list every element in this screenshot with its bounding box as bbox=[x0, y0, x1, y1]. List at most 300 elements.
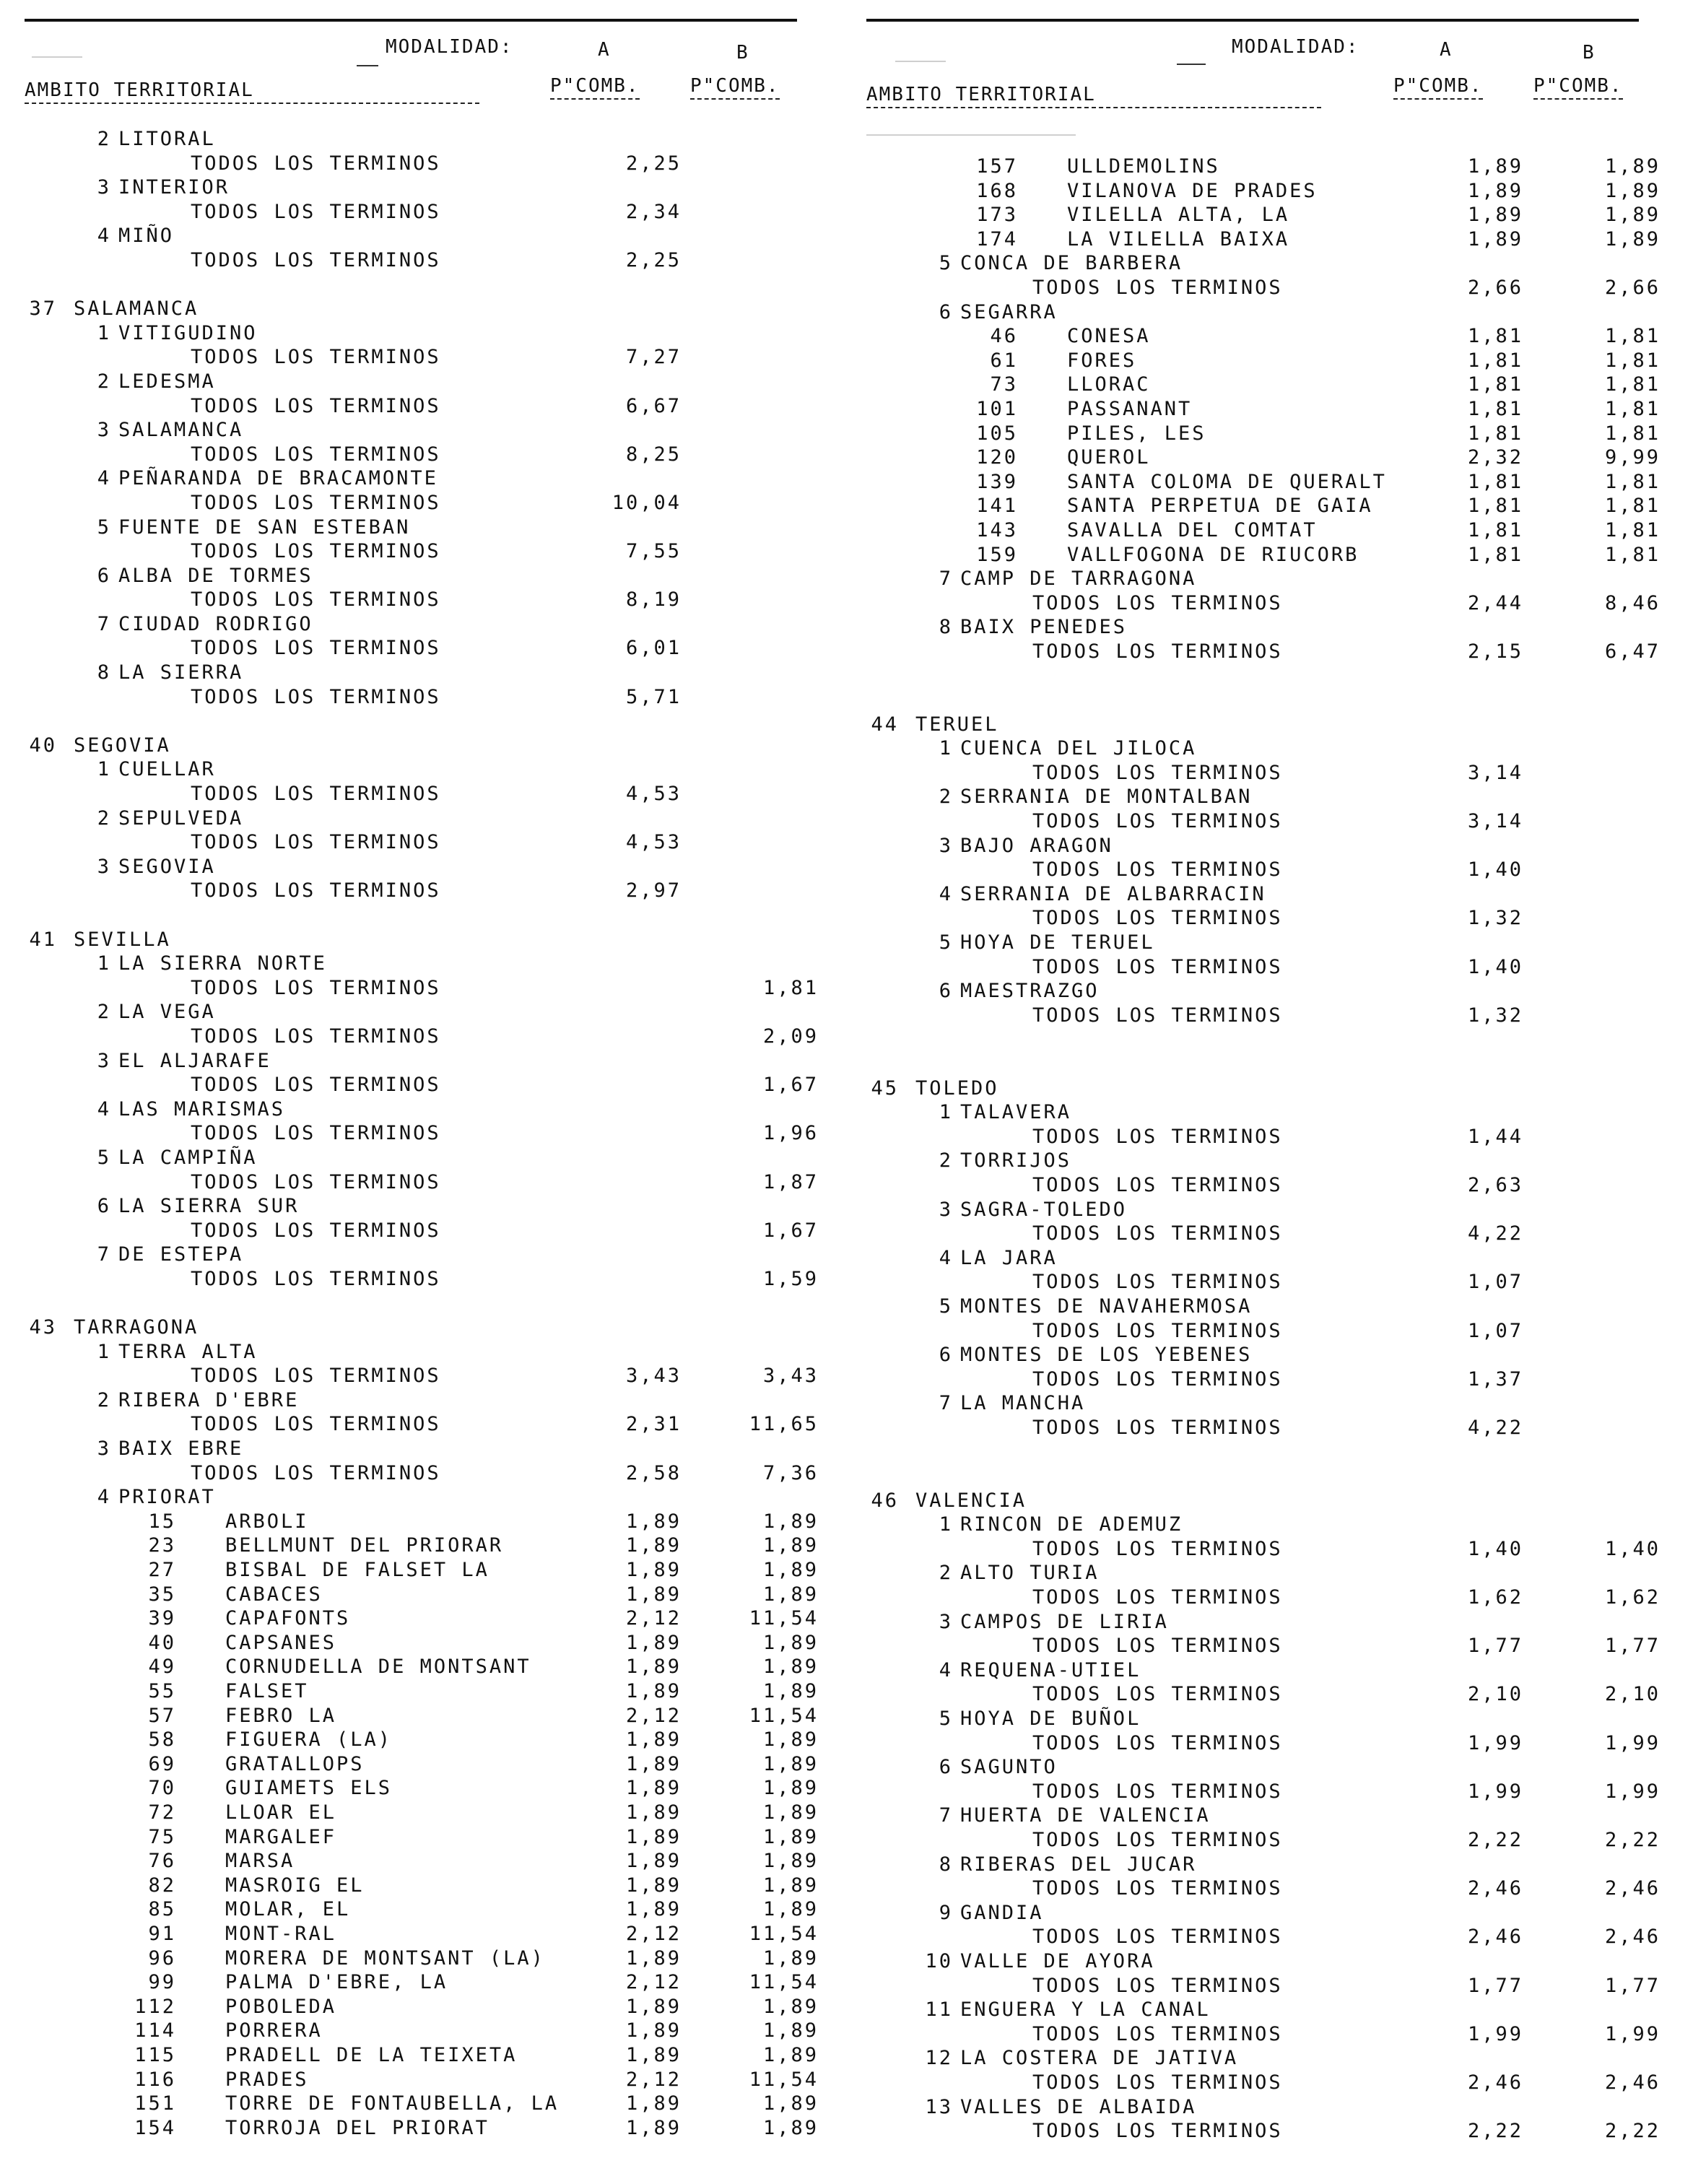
terminos-row bbox=[866, 1780, 1668, 1804]
value-b: 8,46 bbox=[1604, 591, 1661, 614]
value-a: 1,40 bbox=[1467, 858, 1523, 882]
comarca-code: 2 bbox=[939, 786, 953, 809]
value-a: 2,12 bbox=[625, 1971, 682, 1994]
value-b: 1,89 bbox=[762, 2116, 819, 2139]
comarca-row bbox=[25, 466, 826, 491]
value-a: 1,89 bbox=[1467, 204, 1523, 227]
comarca-name: RIBERA D'EBRE bbox=[118, 1388, 300, 1411]
municipio-name: MARGALEF bbox=[225, 1825, 337, 1848]
terminos-label: TODOS LOS TERMINOS bbox=[1032, 907, 1283, 930]
terminos-row bbox=[25, 491, 826, 515]
value-a: 1,89 bbox=[625, 1680, 682, 1702]
comarca-name: LA SIERRA bbox=[118, 661, 244, 684]
value-a: 1,81 bbox=[1467, 349, 1523, 372]
municipio-code: 120 bbox=[976, 446, 1018, 469]
value-a: 1,89 bbox=[625, 1946, 682, 1970]
value-a: 1,81 bbox=[1467, 543, 1523, 566]
terminos-row bbox=[866, 2071, 1668, 2095]
comarca-name: SEGOVIA bbox=[118, 855, 216, 878]
left-table-body bbox=[25, 127, 826, 2140]
comarca-row bbox=[25, 370, 826, 394]
comarca-name: CUENCA DEL JILOCA bbox=[960, 737, 1197, 760]
municipio-name: QUEROL bbox=[1067, 446, 1151, 469]
comarca-code: 4 bbox=[939, 1658, 953, 1681]
comarca-row bbox=[25, 806, 826, 831]
value-a: 1,32 bbox=[1467, 907, 1523, 930]
value-a: 7,55 bbox=[625, 540, 682, 563]
terminos-label: TODOS LOS TERMINOS bbox=[1032, 810, 1283, 833]
municipio-code: 39 bbox=[148, 1607, 176, 1630]
comarca-code: 4 bbox=[97, 1097, 111, 1121]
value-b: 1,81 bbox=[1604, 349, 1661, 372]
comarca-code: 8 bbox=[97, 661, 111, 684]
pcomb-b-label: P"COMB. bbox=[1533, 75, 1623, 100]
comarca-row bbox=[25, 612, 826, 637]
terminos-row bbox=[25, 879, 826, 903]
municipio-name: PRADES bbox=[225, 2068, 309, 2091]
municipio-name: PASSANANT bbox=[1067, 397, 1193, 420]
terminos-label: TODOS LOS TERMINOS bbox=[191, 491, 441, 514]
comarca-code: 8 bbox=[939, 616, 953, 639]
comarca-name: EL ALJARAFE bbox=[118, 1049, 271, 1072]
value-a: 1,89 bbox=[625, 1510, 682, 1533]
value-b: 1,89 bbox=[762, 2019, 819, 2042]
terminos-label: TODOS LOS TERMINOS bbox=[191, 588, 441, 612]
comarca-code: 8 bbox=[939, 1853, 953, 1876]
comarca-name: HOYA DE BUÑOL bbox=[960, 1707, 1141, 1730]
value-a: 2,58 bbox=[625, 1461, 682, 1484]
terminos-row bbox=[25, 394, 826, 419]
municipio-row bbox=[866, 155, 1668, 179]
comarca-name: GANDIA bbox=[960, 1901, 1044, 1924]
spacer-row bbox=[25, 1292, 826, 1316]
value-a: 4,53 bbox=[625, 831, 682, 854]
terminos-row bbox=[25, 685, 826, 710]
comarca-name: LEDESMA bbox=[118, 370, 216, 393]
municipio-code: 46 bbox=[990, 325, 1018, 348]
value-b: 2,22 bbox=[1604, 2120, 1661, 2143]
terminos-label: TODOS LOS TERMINOS bbox=[191, 1170, 441, 1193]
value-b: 1,89 bbox=[762, 1777, 819, 1800]
comarca-row bbox=[866, 1949, 1668, 1974]
terminos-row bbox=[25, 1121, 826, 1146]
terminos-row bbox=[866, 1828, 1668, 1853]
municipio-code: 151 bbox=[134, 2092, 176, 2115]
municipio-row bbox=[25, 1995, 826, 2019]
terminos-row bbox=[866, 1537, 1668, 1562]
value-b: 1,89 bbox=[762, 1946, 819, 1970]
value-a: 2,12 bbox=[625, 1922, 682, 1945]
spacer-row bbox=[25, 273, 826, 297]
comarca-name: SERRANIA DE ALBARRACIN bbox=[960, 882, 1266, 905]
municipio-row bbox=[866, 349, 1668, 373]
value-b: 1,99 bbox=[1604, 2022, 1661, 2045]
municipio-row bbox=[25, 2043, 826, 2068]
header-dash bbox=[1177, 64, 1206, 65]
value-b: 1,89 bbox=[762, 1752, 819, 1775]
comarca-row bbox=[866, 1100, 1668, 1125]
province-name: SEGOVIA bbox=[74, 734, 171, 757]
value-a: 1,40 bbox=[1467, 955, 1523, 978]
comarca-name: LA SIERRA SUR bbox=[118, 1195, 300, 1218]
comarca-name: SALAMANCA bbox=[118, 419, 244, 442]
terminos-row bbox=[866, 1731, 1668, 1756]
province-code: 40 bbox=[29, 734, 57, 757]
comarca-name: SAGUNTO bbox=[960, 1756, 1058, 1779]
value-b: 6,47 bbox=[1604, 640, 1661, 663]
municipio-name: MORERA DE MONTSANT (LA) bbox=[225, 1946, 545, 1970]
terminos-row bbox=[866, 1416, 1668, 1440]
value-a: 3,43 bbox=[625, 1365, 682, 1388]
comarca-code: 5 bbox=[939, 252, 953, 275]
value-b: 1,89 bbox=[762, 1801, 819, 1824]
value-b: 1,89 bbox=[1604, 179, 1661, 202]
comarca-code: 3 bbox=[97, 855, 111, 878]
value-b: 1,89 bbox=[762, 1583, 819, 1606]
spacer-row bbox=[866, 688, 1668, 713]
terminos-row bbox=[25, 1267, 826, 1292]
terminos-label: TODOS LOS TERMINOS bbox=[1032, 1367, 1283, 1391]
terminos-row bbox=[866, 1682, 1668, 1707]
value-a: 2,46 bbox=[1467, 1877, 1523, 1900]
municipio-name: MONT-RAL bbox=[225, 1922, 337, 1945]
comarca-name: CIUDAD RODRIGO bbox=[118, 612, 313, 635]
comarca-code: 1 bbox=[97, 321, 111, 344]
value-a: 1,89 bbox=[625, 1631, 682, 1654]
municipio-code: 154 bbox=[134, 2116, 176, 2139]
municipio-name: BISBAL DE FALSET LA bbox=[225, 1559, 489, 1582]
terminos-row bbox=[866, 1634, 1668, 1658]
comarca-name: CAMPOS DE LIRIA bbox=[960, 1610, 1169, 1633]
comarca-code: 6 bbox=[939, 300, 953, 323]
comarca-name: TERRA ALTA bbox=[118, 1340, 258, 1363]
comarca-name: SEGARRA bbox=[960, 300, 1058, 323]
terminos-row bbox=[25, 539, 826, 564]
municipio-name: FIGUERA (LA) bbox=[225, 1728, 393, 1752]
comarca-name: TALAVERA bbox=[960, 1101, 1072, 1124]
comarca-row bbox=[25, 1194, 826, 1219]
terminos-label: TODOS LOS TERMINOS bbox=[1032, 1974, 1283, 1997]
municipio-row bbox=[25, 1825, 826, 1850]
comarca-code: 1 bbox=[97, 1340, 111, 1363]
municipio-code: 141 bbox=[976, 495, 1018, 518]
comarca-row bbox=[866, 931, 1668, 955]
value-a: 1,81 bbox=[1467, 397, 1523, 420]
comarca-code: 1 bbox=[939, 1513, 953, 1536]
value-b: 1,89 bbox=[762, 1825, 819, 1848]
right-table-body bbox=[866, 155, 1668, 2144]
province-name: VALENCIA bbox=[915, 1489, 1027, 1512]
comarca-code: 3 bbox=[97, 176, 111, 199]
comarca-row bbox=[866, 785, 1668, 809]
municipio-code: 173 bbox=[976, 204, 1018, 227]
municipio-code: 72 bbox=[148, 1801, 176, 1824]
value-a: 4,22 bbox=[1467, 1416, 1523, 1439]
comarca-code: 12 bbox=[925, 2047, 953, 2070]
value-b: 1,89 bbox=[762, 1850, 819, 1873]
comarca-name: INTERIOR bbox=[118, 176, 230, 199]
municipio-row bbox=[25, 1655, 826, 1679]
terminos-row bbox=[25, 782, 826, 806]
municipio-name: MARSA bbox=[225, 1850, 295, 1873]
comarca-name: ALBA DE TORMES bbox=[118, 564, 313, 587]
value-b: 3,43 bbox=[762, 1365, 819, 1388]
municipio-code: 101 bbox=[976, 397, 1018, 420]
terminos-label: TODOS LOS TERMINOS bbox=[191, 1024, 441, 1048]
comarca-code: 4 bbox=[939, 1246, 953, 1269]
column-a-label: A bbox=[1440, 39, 1453, 61]
municipio-code: 55 bbox=[148, 1680, 176, 1702]
value-b: 11,54 bbox=[749, 1607, 819, 1630]
terminos-row bbox=[25, 345, 826, 370]
municipio-row bbox=[25, 2116, 826, 2141]
comarca-code: 6 bbox=[939, 980, 953, 1003]
municipio-row bbox=[25, 1946, 826, 1971]
value-a: 1,89 bbox=[625, 1825, 682, 1848]
comarca-row bbox=[866, 1149, 1668, 1173]
value-b: 1,59 bbox=[762, 1267, 819, 1290]
municipio-code: 35 bbox=[148, 1583, 176, 1606]
municipio-name: FORES bbox=[1067, 349, 1137, 372]
value-a: 2,12 bbox=[625, 2068, 682, 2091]
municipio-row bbox=[25, 1704, 826, 1728]
terminos-row bbox=[866, 1270, 1668, 1295]
municipio-name: POBOLEDA bbox=[225, 1995, 337, 2018]
municipio-code: 91 bbox=[148, 1922, 176, 1945]
terminos-row bbox=[866, 1004, 1668, 1028]
comarca-name: CONCA DE BARBERA bbox=[960, 252, 1183, 275]
comarca-row bbox=[866, 300, 1668, 325]
municipio-code: 105 bbox=[976, 422, 1018, 445]
municipio-code: 157 bbox=[976, 155, 1018, 178]
municipio-name: GRATALLOPS bbox=[225, 1752, 365, 1775]
comarca-row bbox=[25, 515, 826, 540]
municipio-code: 73 bbox=[990, 373, 1018, 396]
value-a: 2,66 bbox=[1467, 276, 1523, 299]
header-top-rule bbox=[866, 19, 1639, 22]
municipio-row bbox=[866, 227, 1668, 252]
terminos-row bbox=[25, 1219, 826, 1243]
province-name: SEVILLA bbox=[74, 928, 171, 951]
terminos-label: TODOS LOS TERMINOS bbox=[191, 783, 441, 806]
terminos-row bbox=[25, 1412, 826, 1437]
province-code: 44 bbox=[871, 713, 899, 736]
municipio-code: 69 bbox=[148, 1752, 176, 1775]
municipio-code: 115 bbox=[134, 2043, 176, 2066]
municipio-row bbox=[866, 324, 1668, 349]
municipio-row bbox=[25, 1970, 826, 1995]
terminos-label: TODOS LOS TERMINOS bbox=[1032, 761, 1283, 784]
terminos-label: TODOS LOS TERMINOS bbox=[191, 831, 441, 854]
comarca-row bbox=[866, 615, 1668, 640]
value-b: 7,36 bbox=[762, 1461, 819, 1484]
comarca-name: CAMP DE TARRAGONA bbox=[960, 567, 1197, 591]
value-a: 2,12 bbox=[625, 1704, 682, 1727]
value-a: 1,99 bbox=[1467, 2022, 1523, 2045]
value-a: 1,40 bbox=[1467, 1537, 1523, 1560]
municipio-row bbox=[25, 1801, 826, 1825]
province-code: 46 bbox=[871, 1489, 899, 1512]
comarca-row bbox=[866, 834, 1668, 858]
comarca-row bbox=[866, 567, 1668, 591]
ambito-territorial-label: AMBITO TERRITORIAL bbox=[866, 84, 1321, 108]
terminos-row bbox=[866, 1925, 1668, 1949]
value-b: 1,99 bbox=[1604, 1780, 1661, 1803]
comarca-row bbox=[866, 1707, 1668, 1731]
comarca-code: 2 bbox=[97, 806, 111, 830]
modalidad-label: MODALIDAD: bbox=[386, 36, 513, 58]
value-a: 1,81 bbox=[1467, 325, 1523, 348]
comarca-code: 3 bbox=[97, 1437, 111, 1461]
terminos-row bbox=[866, 1585, 1668, 1610]
comarca-name: PRIORAT bbox=[118, 1486, 216, 1509]
municipio-name: VALLFOGONA DE RIUCORB bbox=[1067, 543, 1359, 566]
value-a: 2,10 bbox=[1467, 1683, 1523, 1706]
province-name: SALAMANCA bbox=[74, 297, 199, 321]
terminos-label: TODOS LOS TERMINOS bbox=[1032, 1683, 1283, 1706]
value-b: 1,81 bbox=[1604, 422, 1661, 445]
comarca-name: LAS MARISMAS bbox=[118, 1097, 286, 1121]
province-row bbox=[25, 734, 826, 758]
value-a: 1,37 bbox=[1467, 1367, 1523, 1391]
scan-artifact bbox=[895, 61, 946, 62]
municipio-name: GUIAMETS ELS bbox=[225, 1777, 393, 1800]
value-a: 1,89 bbox=[625, 1874, 682, 1897]
comarca-name: VALLE DE AYORA bbox=[960, 1949, 1155, 1972]
municipio-name: BELLMUNT DEL PRIORAR bbox=[225, 1534, 504, 1557]
terminos-label: TODOS LOS TERMINOS bbox=[191, 1074, 441, 1097]
comarca-name: SEPULVEDA bbox=[118, 806, 244, 830]
municipio-code: 40 bbox=[148, 1631, 176, 1654]
comarca-row bbox=[25, 757, 826, 782]
comarca-row bbox=[866, 1246, 1668, 1271]
value-a: 1,99 bbox=[1467, 1780, 1523, 1803]
terminos-label: TODOS LOS TERMINOS bbox=[1032, 1319, 1283, 1342]
comarca-row bbox=[25, 661, 826, 685]
terminos-row bbox=[866, 276, 1668, 300]
comarca-row bbox=[866, 1391, 1668, 1416]
header-dash bbox=[357, 65, 378, 66]
comarca-row bbox=[866, 251, 1668, 276]
terminos-label: TODOS LOS TERMINOS bbox=[1032, 1222, 1283, 1245]
comarca-name: BAIX EBRE bbox=[118, 1437, 244, 1461]
municipio-row bbox=[25, 1510, 826, 1534]
value-b: 1,89 bbox=[762, 1559, 819, 1582]
province-name: TERUEL bbox=[915, 713, 999, 736]
value-a: 1,89 bbox=[625, 2092, 682, 2115]
terminos-row bbox=[25, 1461, 826, 1486]
municipio-row bbox=[25, 2019, 826, 2043]
municipio-row bbox=[25, 2092, 826, 2116]
terminos-row bbox=[25, 1170, 826, 1195]
value-a: 3,14 bbox=[1467, 761, 1523, 784]
terminos-row bbox=[25, 588, 826, 612]
value-a: 1,77 bbox=[1467, 1974, 1523, 1997]
municipio-name: CORNUDELLA DE MONTSANT bbox=[225, 1656, 531, 1679]
municipio-name: FALSET bbox=[225, 1680, 309, 1702]
comarca-row bbox=[866, 1343, 1668, 1367]
value-a: 1,89 bbox=[625, 1559, 682, 1582]
municipio-row bbox=[866, 445, 1668, 470]
municipio-row bbox=[866, 397, 1668, 422]
value-a: 2,63 bbox=[1467, 1173, 1523, 1196]
terminos-label: TODOS LOS TERMINOS bbox=[1032, 1173, 1283, 1196]
value-a: 1,89 bbox=[625, 1850, 682, 1873]
terminos-label: TODOS LOS TERMINOS bbox=[191, 248, 441, 271]
comarca-code: 1 bbox=[939, 1101, 953, 1124]
right-column bbox=[866, 0, 1668, 2184]
value-a: 1,81 bbox=[1467, 518, 1523, 541]
province-row bbox=[25, 297, 826, 321]
comarca-code: 4 bbox=[97, 225, 111, 248]
terminos-label: TODOS LOS TERMINOS bbox=[1032, 1635, 1283, 1658]
value-b: 9,99 bbox=[1604, 446, 1661, 469]
pcomb-b-label: P"COMB. bbox=[690, 75, 780, 100]
terminos-row bbox=[25, 1024, 826, 1049]
terminos-label: TODOS LOS TERMINOS bbox=[1032, 276, 1283, 299]
municipio-row bbox=[25, 2068, 826, 2092]
municipio-name: PRADELL DE LA TEIXETA bbox=[225, 2043, 518, 2066]
terminos-row bbox=[866, 1222, 1668, 1246]
terminos-label: TODOS LOS TERMINOS bbox=[191, 1413, 441, 1436]
terminos-label: TODOS LOS TERMINOS bbox=[191, 394, 441, 417]
terminos-label: TODOS LOS TERMINOS bbox=[191, 1219, 441, 1242]
comarca-row bbox=[866, 1658, 1668, 1683]
comarca-code: 5 bbox=[939, 931, 953, 954]
municipio-code: 23 bbox=[148, 1534, 176, 1557]
value-a: 1,81 bbox=[1467, 373, 1523, 396]
comarca-row bbox=[25, 1388, 826, 1413]
comarca-code: 13 bbox=[925, 2095, 953, 2118]
value-a: 1,99 bbox=[1467, 1731, 1523, 1754]
value-a: 1,89 bbox=[625, 2116, 682, 2139]
municipio-code: 174 bbox=[976, 227, 1018, 251]
value-a: 1,89 bbox=[625, 1656, 682, 1679]
municipio-row bbox=[866, 422, 1668, 446]
value-a: 1,32 bbox=[1467, 1004, 1523, 1027]
comarca-name: LA COSTERA DE JATIVA bbox=[960, 2047, 1239, 2070]
value-b: 2,46 bbox=[1604, 1877, 1661, 1900]
comarca-code: 5 bbox=[97, 515, 111, 539]
comarca-row bbox=[866, 1998, 1668, 2022]
comarca-code: 4 bbox=[939, 882, 953, 905]
province-row bbox=[866, 1076, 1668, 1101]
value-a: 2,22 bbox=[1467, 2120, 1523, 2143]
terminos-row bbox=[866, 1319, 1668, 1344]
municipio-row bbox=[866, 373, 1668, 397]
municipio-code: 143 bbox=[976, 518, 1018, 541]
value-b: 11,54 bbox=[749, 1922, 819, 1945]
comarca-name: FUENTE DE SAN ESTEBAN bbox=[118, 515, 411, 539]
terminos-row bbox=[866, 640, 1668, 664]
modalidad-label: MODALIDAD: bbox=[1232, 36, 1359, 58]
municipio-row bbox=[866, 494, 1668, 518]
comarca-code: 7 bbox=[97, 1243, 111, 1266]
value-a: 2,97 bbox=[625, 879, 682, 902]
municipio-row bbox=[866, 518, 1668, 543]
value-a: 2,25 bbox=[625, 152, 682, 175]
municipio-code: 58 bbox=[148, 1728, 176, 1752]
municipio-code: 70 bbox=[148, 1777, 176, 1800]
municipio-name: CAPAFONTS bbox=[225, 1607, 351, 1630]
comarca-row bbox=[866, 2046, 1668, 2071]
comarca-row bbox=[25, 952, 826, 976]
comarca-code: 9 bbox=[939, 1901, 953, 1924]
municipio-code: 75 bbox=[148, 1825, 176, 1848]
value-b: 1,81 bbox=[1604, 373, 1661, 396]
comarca-code: 5 bbox=[939, 1707, 953, 1730]
province-row bbox=[25, 928, 826, 952]
